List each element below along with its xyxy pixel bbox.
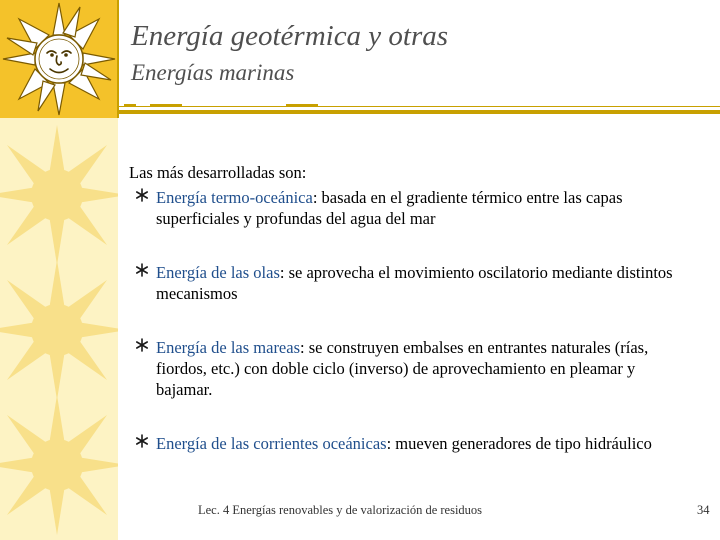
bullet-description: : se aprovecha el movimiento oscilatorio mediante distintos mecanismos [156,263,673,303]
bullet-term: Energía termo-oceánica [156,188,313,207]
bullet-term: Energía de las olas [156,263,280,282]
asterisk-bullet-icon [135,263,149,277]
slide-subtitle: Energías marinas [131,60,295,85]
bullet-item [135,262,695,304]
intro-text: Las más desarrolladas son: [129,163,307,182]
asterisk-bullet-icon [135,338,149,352]
bullet-term: Energía de las mareas [156,338,301,357]
sun-face-logo [0,0,118,118]
bullet-description: : se construyen embalses en entrantes naturales (rías, fiordos, etc.) con doble ciclo (inverso) de aprovechamiento en pleamar y bajamar. [156,338,649,399]
title-rule-accent [150,104,182,106]
slide-title: Energía geotérmica y otras [131,20,449,52]
title-divider-vertical [117,0,119,118]
bullet-term: Energía de las corrientes oceánicas [156,434,387,453]
title-rule-accent [124,104,136,106]
bullet-description: : mueven generadores de tipo hidráulico [386,434,652,453]
bullet-item [135,433,695,454]
asterisk-bullet-icon [135,188,149,202]
bullet-item [135,337,695,400]
asterisk-bullet-icon [135,434,149,448]
sun-face-icon [0,0,118,118]
bullet-description: : basada en el gradiente térmico entre las capas superficiales y profundas del agua del mar [156,188,623,228]
sun-decoration-icon [0,255,118,405]
sun-decoration-icon [0,390,118,540]
sun-decoration-icon [0,120,118,270]
title-rule-accent [286,104,318,106]
footer-text: Lec. 4 Energías renovables y de valorización de residuos [198,503,483,517]
sidebar-decoration [0,0,118,540]
page-number: 34 [697,503,710,517]
title-rule-thin [117,106,720,107]
title-rule-thick [117,110,720,114]
bullet-item [135,187,695,229]
